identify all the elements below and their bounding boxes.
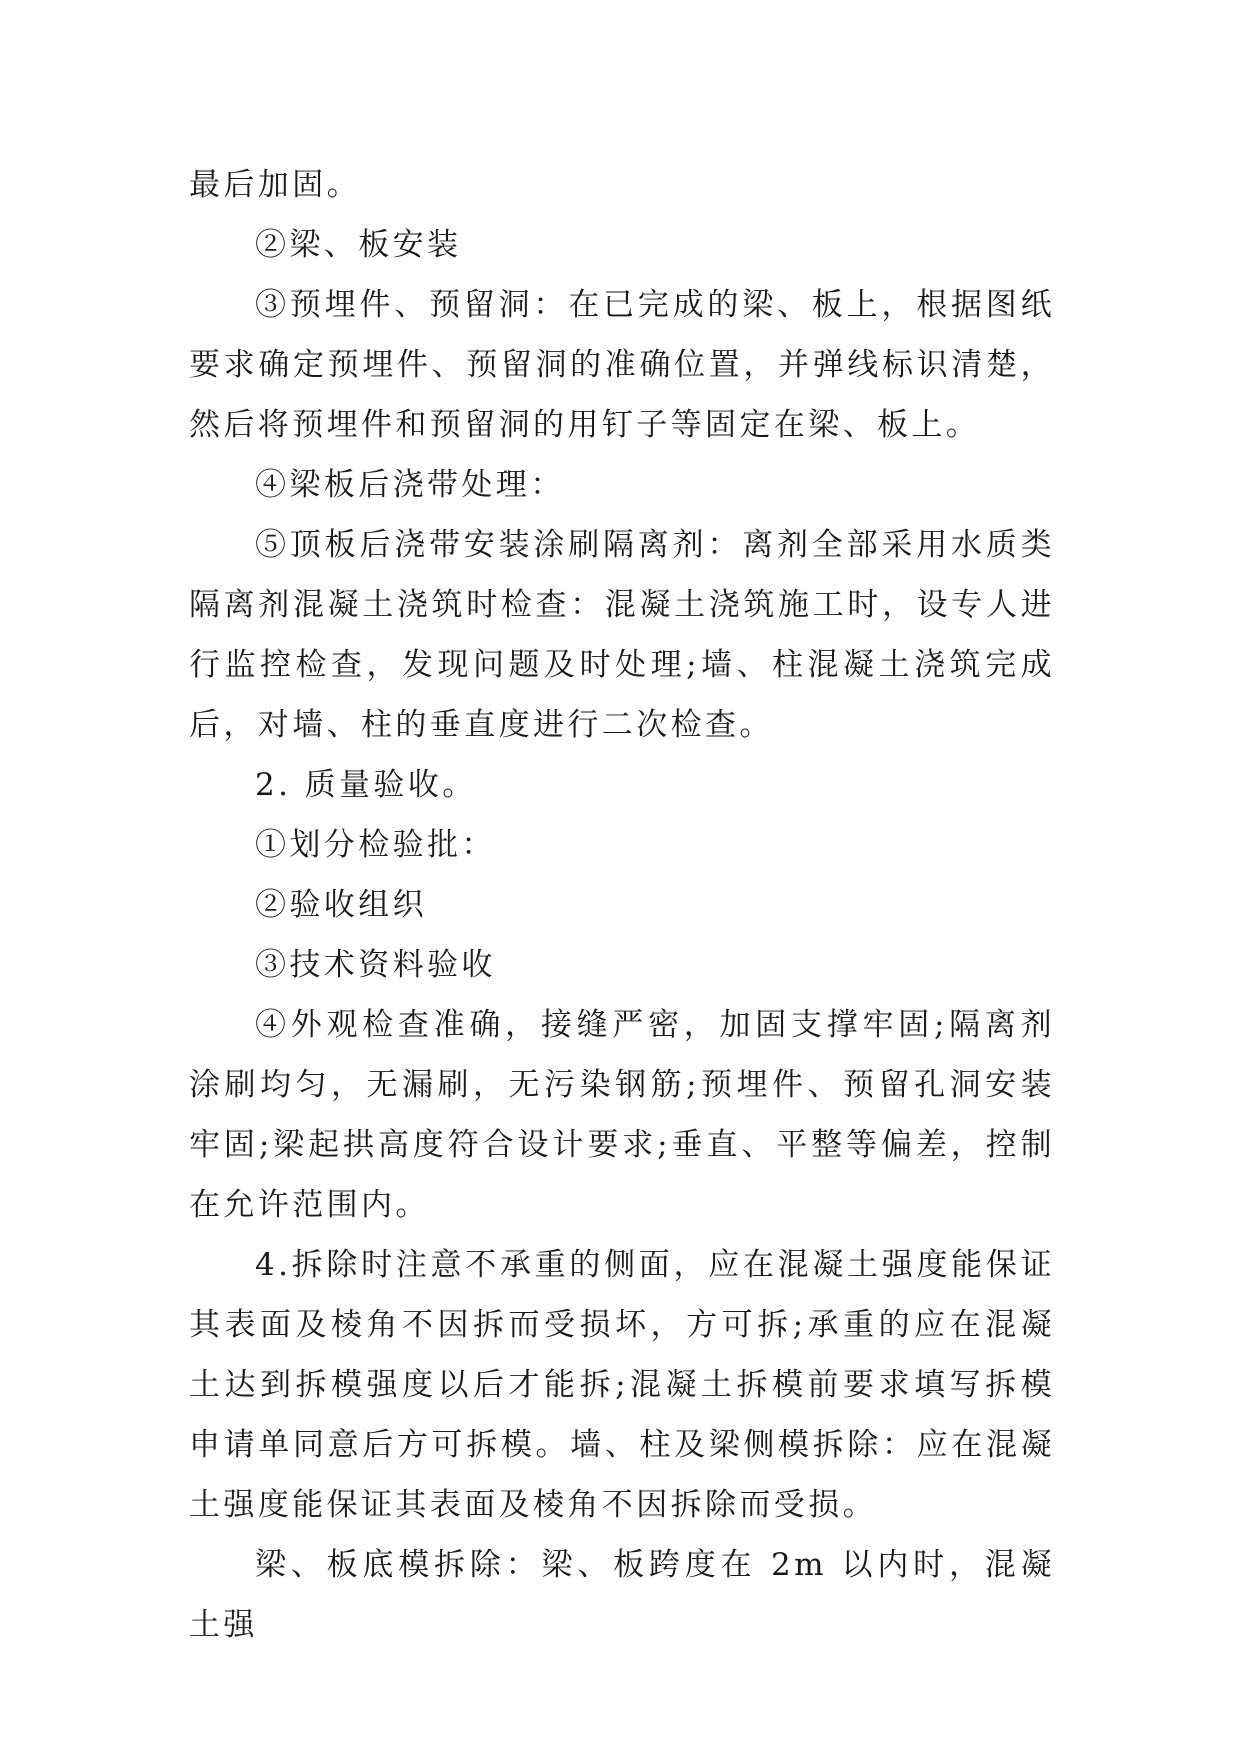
- paragraph-7: ①划分检验批：: [255, 827, 496, 863]
- paragraph-4: ④梁板后浇带处理：: [255, 467, 565, 503]
- paragraph-8: ②验收组织: [255, 887, 427, 923]
- paragraph-6: 2. 质量验收。: [255, 767, 477, 803]
- paragraph-9: ③技术资料验收: [255, 947, 496, 983]
- paragraph-1: 最后加固。: [189, 167, 361, 203]
- paragraph-12: 梁、板底模拆除：梁、板跨度在 2m 以内时，混凝土强: [189, 1547, 1055, 1643]
- body-text: [189, 155, 1055, 1655]
- paragraph-2: ②梁、板安装: [255, 227, 462, 263]
- paragraph-10: ④外观检查准确，接缝严密，加固支撑牢固;隔离剂涂刷均匀，无漏刷，无污染钢筋;预埋件、预留孔洞安装牢固;梁起拱高度符合设计要求;垂直、平整等偏差，控制在允许范围内。: [189, 1007, 1055, 1223]
- paragraph-3: ③预埋件、预留洞：在已完成的梁、板上，根据图纸要求确定预埋件、预留洞的准确位置，并弹线标识清楚，然后将预埋件和预留洞的用钉子等固定在梁、板上。: [189, 287, 1055, 443]
- paragraph-11: 4.拆除时注意不承重的侧面，应在混凝土强度能保证其表面及棱角不因拆而受损坏，方可拆;承重的应在混凝土达到拆模强度以后才能拆;混凝土拆模前要求填写拆模申请单同意后方可拆模。墙、柱及梁侧模拆除：应在混凝土强度能保证其表面及棱角不因拆除而受损。: [189, 1247, 1055, 1523]
- paragraph-5: ⑤顶板后浇带安装涂刷隔离剂：离剂全部采用水质类隔离剂混凝土浇筑时检查：混凝土浇筑施工时，设专人进行监控检查，发现问题及时处理;墙、柱混凝土浇筑完成后，对墙、柱的垂直度进行二次检查。: [189, 527, 1055, 743]
